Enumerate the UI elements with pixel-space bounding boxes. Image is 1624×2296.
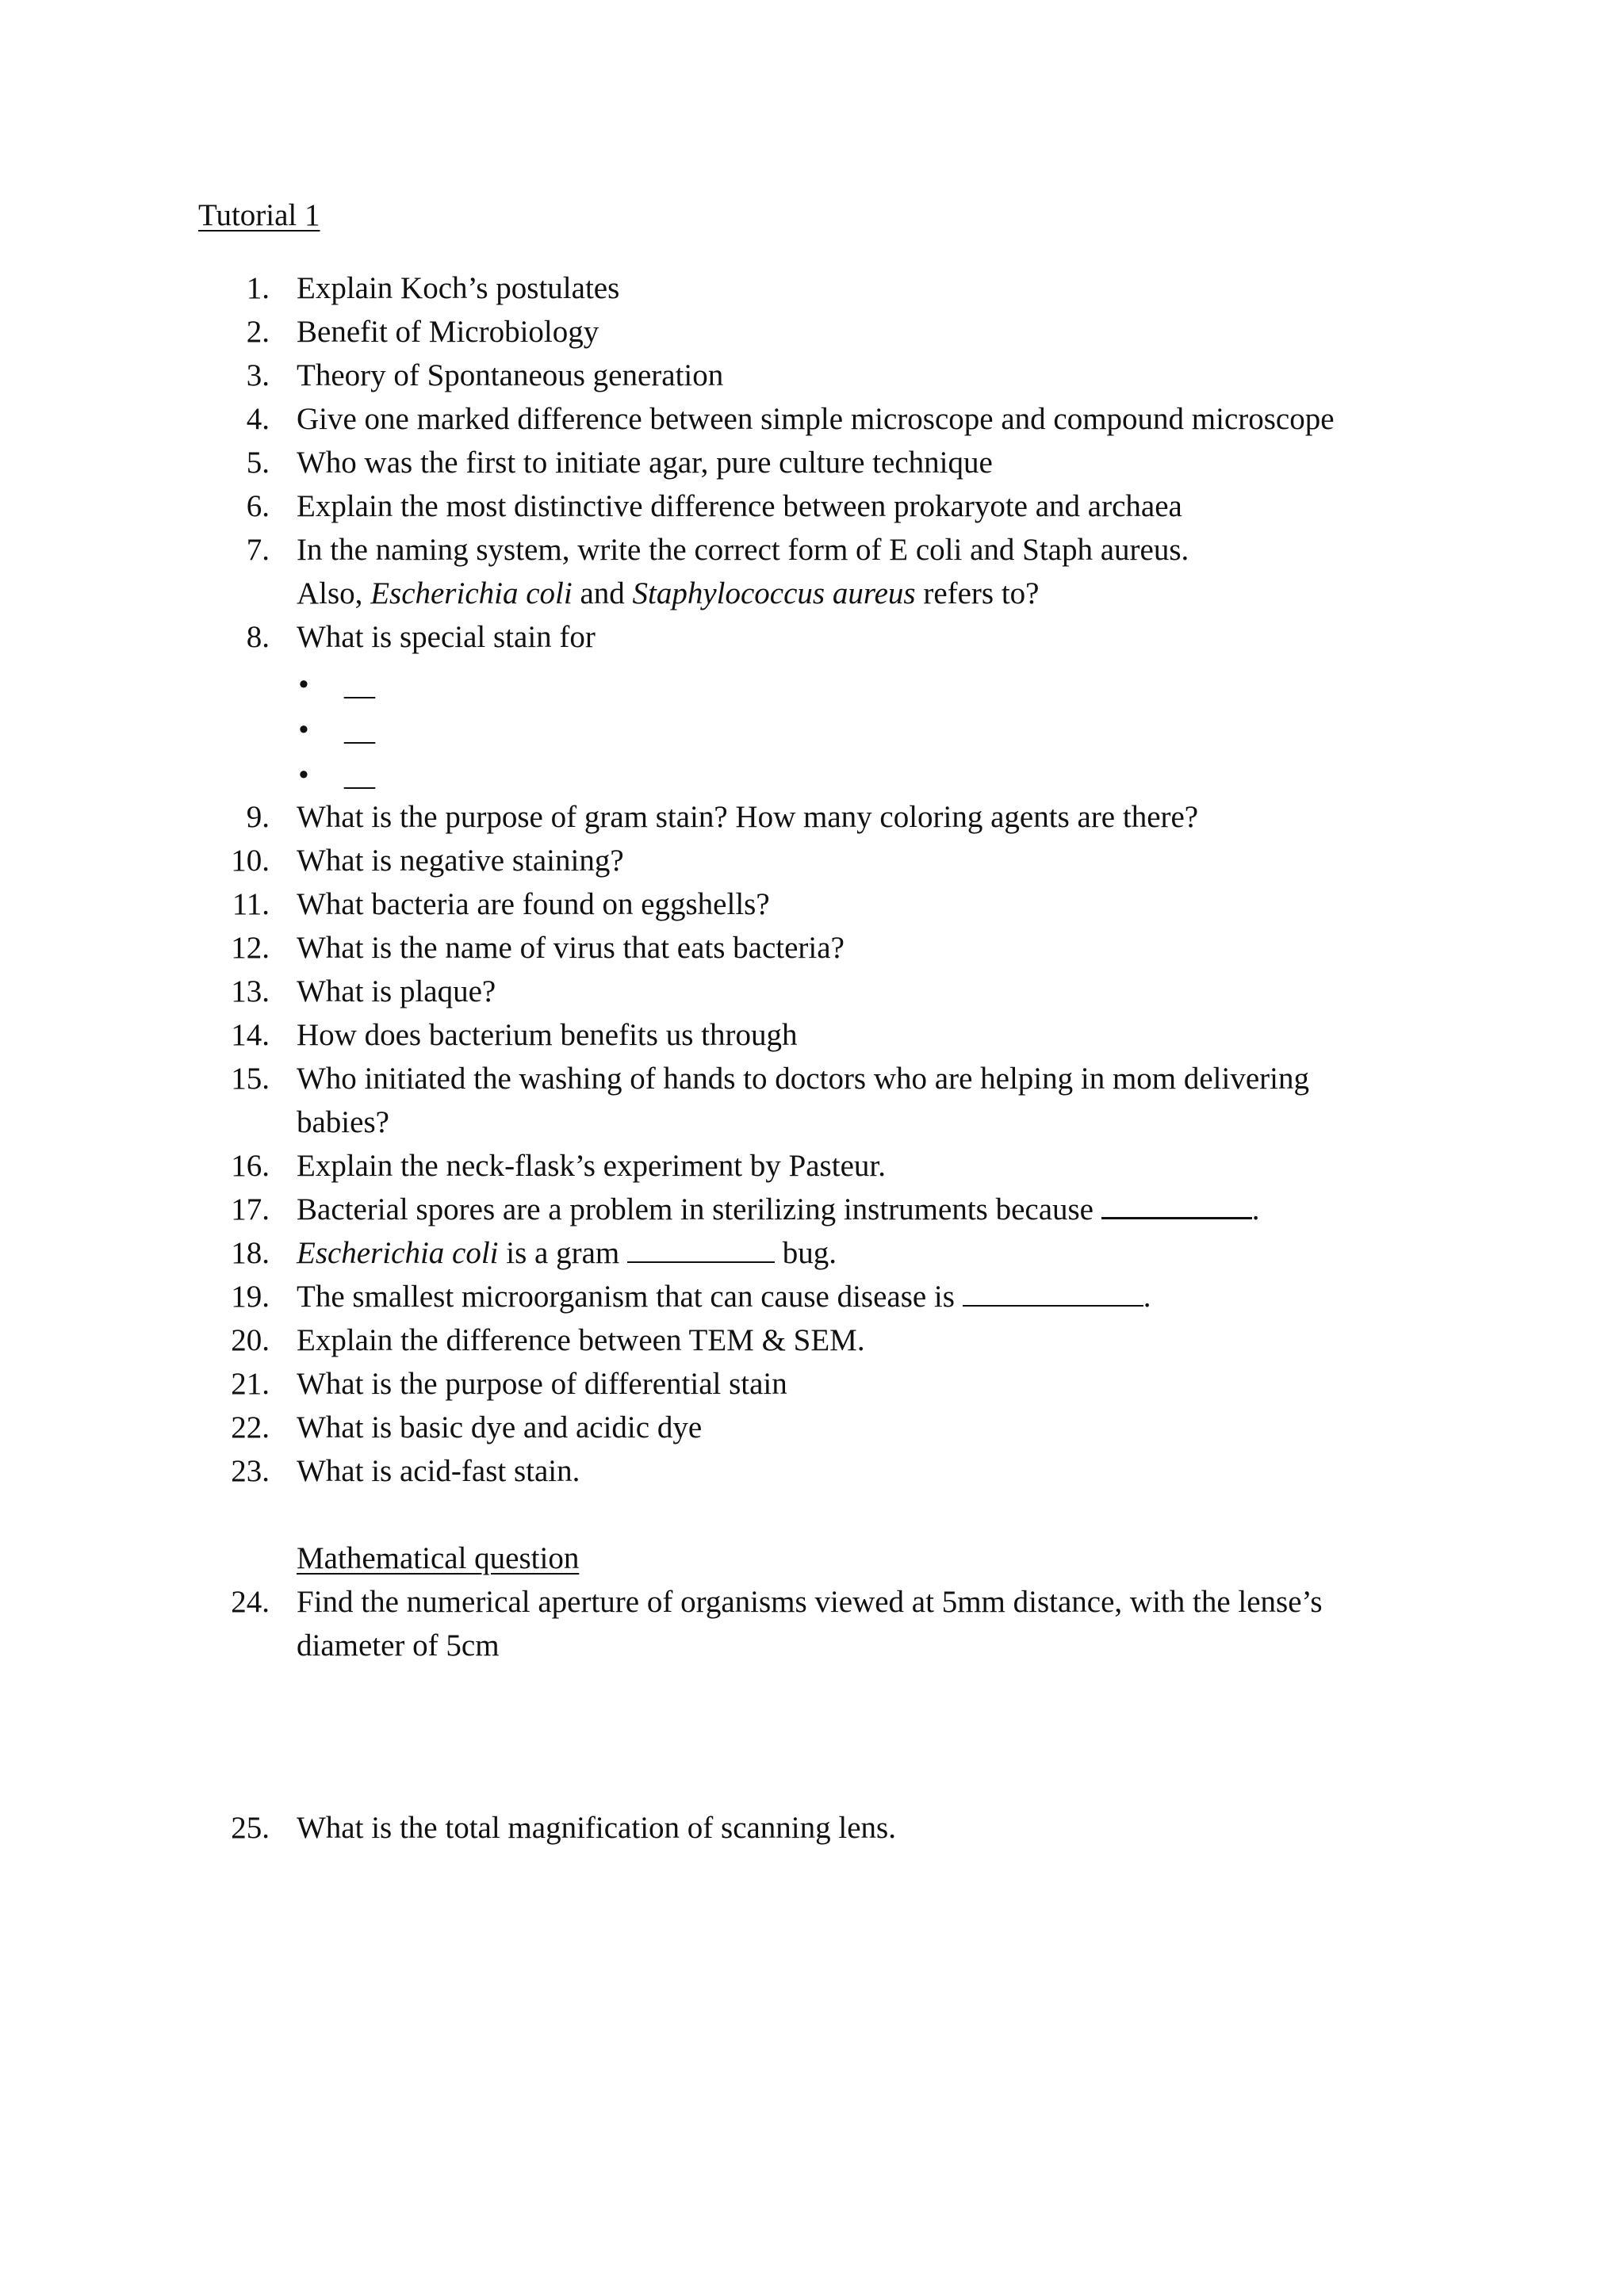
question-text: Bacterial spores are a problem in sterilizing instruments because .: [297, 1188, 1260, 1232]
answer-blank: [963, 1276, 1143, 1307]
question-number: 3.: [246, 358, 270, 392]
question-number: 22.: [231, 1410, 270, 1445]
question-text-line2: Also, Escherichia coli and Staphylococcus aureus refers to?: [297, 576, 1040, 610]
question-text: What is the purpose of gram stain? How many coloring agents are there?: [297, 800, 1199, 834]
species-name-escherichia: Escherichia coli: [297, 1236, 499, 1270]
question-number: 2.: [246, 315, 270, 349]
question-text: Who initiated the washing of hands to doctors who are helping in mom delivering: [297, 1062, 1309, 1096]
question-text: Escherichia coli is a gram bug.: [297, 1231, 837, 1276]
question-text: Theory of Spontaneous generation: [297, 358, 724, 392]
question-text: What is the total magnification of scanning lens.: [297, 1811, 896, 1845]
question-number: 18.: [231, 1236, 270, 1270]
question-text-line2: diameter of 5cm: [297, 1628, 500, 1663]
species-name-staphylococcus: Staphylococcus aureus: [632, 576, 916, 610]
question-text: The smallest microorganism that can cause disease is .: [297, 1275, 1151, 1319]
question-number: 11.: [232, 887, 270, 921]
blank-dash: __: [344, 713, 375, 747]
question-text: Find the numerical aperture of organisms viewed at 5mm distance, with the lense’s: [297, 1585, 1323, 1619]
blank-dash: __: [344, 668, 375, 702]
bullet-icon: •: [298, 758, 309, 792]
question-text: Explain the neck-flask’s experiment by Pasteur.: [297, 1149, 886, 1183]
question-text: What is basic dye and acidic dye: [297, 1410, 703, 1445]
question-number: 17.: [231, 1192, 270, 1226]
question-number: 8.: [246, 620, 270, 654]
question-text: Explain the most distinctive difference between prokaryote and archaea: [297, 489, 1182, 523]
question-number: 23.: [231, 1454, 270, 1488]
question-text: Explain the difference between TEM & SEM.: [297, 1323, 865, 1357]
question-number: 12.: [231, 931, 270, 965]
question-number: 9.: [246, 800, 270, 834]
question-number: 24.: [231, 1585, 270, 1619]
question-number: 19.: [231, 1280, 270, 1314]
bullet-icon: •: [298, 668, 309, 702]
question-text: What is special stain for: [297, 620, 596, 654]
question-number: 4.: [246, 402, 270, 436]
question-number: 25.: [231, 1811, 270, 1845]
question-text: What bacteria are found on eggshells?: [297, 887, 770, 921]
question-number: 20.: [231, 1323, 270, 1357]
question-number: 5.: [246, 446, 270, 480]
question-text: What is acid-fast stain.: [297, 1454, 580, 1488]
section-heading-text: Mathematical question: [297, 1541, 580, 1575]
question-number: 1.: [246, 271, 270, 305]
question-text: How does bacterium benefits us through: [297, 1018, 798, 1052]
question-text: Explain Koch’s postulates: [297, 271, 620, 305]
blank-dash: __: [344, 758, 375, 792]
species-name-escherichia: Escherichia coli: [370, 576, 573, 610]
question-number: 7.: [246, 533, 270, 567]
question-number: 15.: [231, 1062, 270, 1096]
question-number: 14.: [231, 1018, 270, 1052]
question-text: Who was the first to initiate agar, pure culture technique: [297, 446, 993, 480]
question-text: What is negative staining?: [297, 844, 624, 878]
question-text: Benefit of Microbiology: [297, 315, 599, 349]
answer-blank: [1101, 1188, 1252, 1219]
question-text: Give one marked difference between simple microscope and compound microscope: [297, 402, 1335, 436]
question-number: 21.: [231, 1367, 270, 1401]
question-text: What is the purpose of differential stain: [297, 1367, 787, 1401]
question-text: What is plaque?: [297, 974, 496, 1008]
document-title: Tutorial 1: [198, 198, 320, 232]
bullet-icon: •: [298, 713, 309, 747]
question-text: What is the name of virus that eats bacteria?: [297, 931, 845, 965]
question-number: 6.: [246, 489, 270, 523]
question-text-line2: babies?: [297, 1105, 389, 1139]
answer-blank: [627, 1233, 775, 1263]
question-number: 16.: [231, 1149, 270, 1183]
question-number: 10.: [231, 844, 270, 878]
question-text: In the naming system, write the correct form of E coli and Staph aureus.: [297, 533, 1189, 567]
question-number: 13.: [231, 974, 270, 1008]
